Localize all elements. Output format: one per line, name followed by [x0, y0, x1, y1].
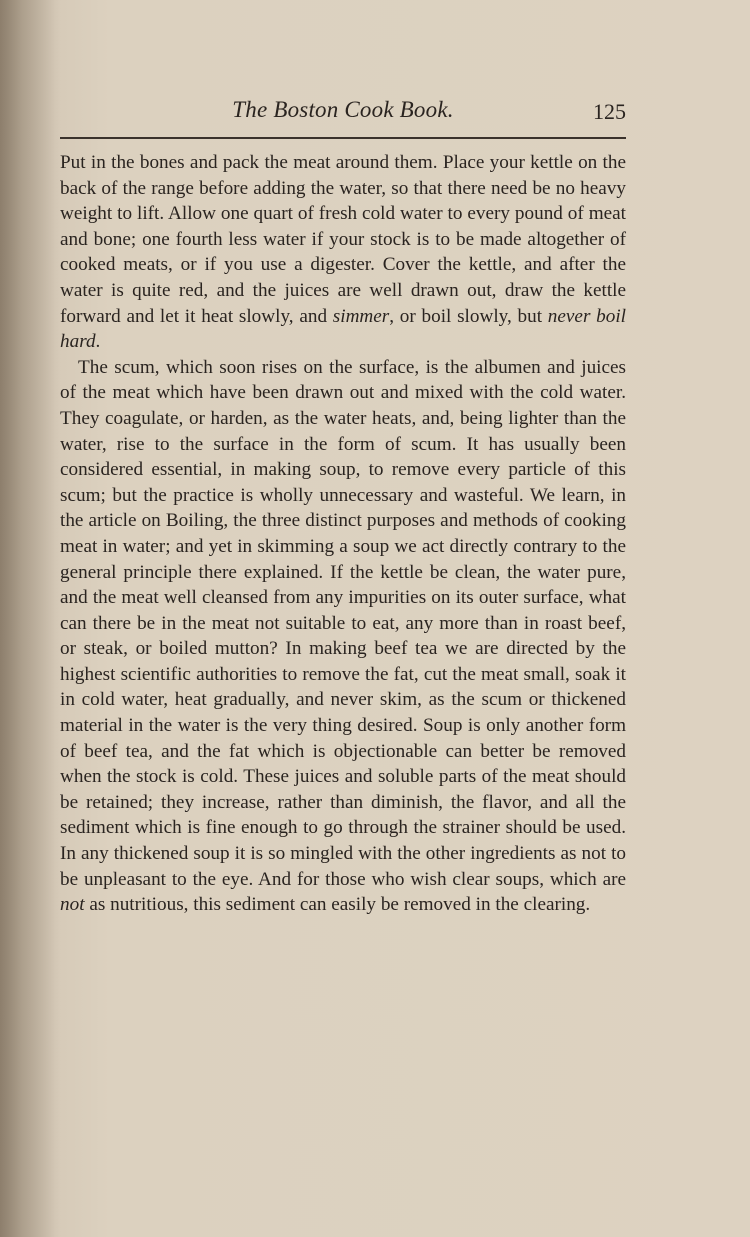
running-title: The Boston Cook Book. [232, 97, 454, 122]
text-run: Put in the bones and pack the meat around them. Place your kettle on the back of the range before adding the water, so that there need be no heavy weight to lift. Allow one quart of fresh cold water to every pound of meat and bone; one fourth less water if your stock is to be made altogether of cooked meats, or if you use a digester. Cover the kettle, and after the water is quite red, and the juices are well drawn out, draw the kettle forward and let it heat slowly, and [60, 152, 626, 327]
text-run: . [95, 331, 101, 353]
emphasis-not: not [60, 894, 85, 916]
paragraph-1 [60, 150, 626, 355]
text-run: as nutritious, this sediment can easily be removed in the clearing. [84, 894, 591, 916]
page-number: 125 [593, 99, 626, 124]
running-header [60, 97, 626, 129]
text-run: , or boil slowly, but [389, 305, 548, 327]
paragraph-2 [60, 355, 626, 918]
text-run: The scum, which soon rises on the surface, is the albumen and juices of the meat which have been drawn out and mixed with the cold water. They coagulate, or harden, as the water heats, and, being lighter than the water, rise to the surface in the form of scum. It has usually been considered essential, in making soup, to remove every particle of this scum; but the practice is wholly unnecessary and wasteful. We learn, in the article on Boiling, the three distinct purposes and methods of cooking meat in water; and yet in skimming a soup we act directly contrary to the general principle there explained. If the kettle be clean, the water pure, and the meat well cleansed from any impurities on its outer surface, what can there be in the meat not suitable to eat, any more than in roast beef, or steak, or boiled mutton? In making beef tea we are directed by the highest scientific authorities to remove the fat, cut the meat small, soak it in cold water, heat gradually, and never skim, as the scum or thickened material in the water is the very thing desired. Soup is only another form of beef tea, and the fat which is objectionable can better be removed when the stock is cold. These juices and soluble parts of the meat should be retained; they increase, rather than diminish, the flavor, and all the sediment which is fine enough to go through the strainer should be used. In any thickened soup it is so mingled with the other ingredients as not to be unpleasant to the eye. And for those who wish clear soups, which are [60, 356, 626, 890]
header-rule [60, 137, 626, 139]
body-text [60, 150, 626, 918]
emphasis-never-boil-hard: never boil hard [60, 305, 626, 353]
emphasis-simmer: simmer [332, 305, 390, 327]
spine-shadow [0, 0, 60, 1237]
